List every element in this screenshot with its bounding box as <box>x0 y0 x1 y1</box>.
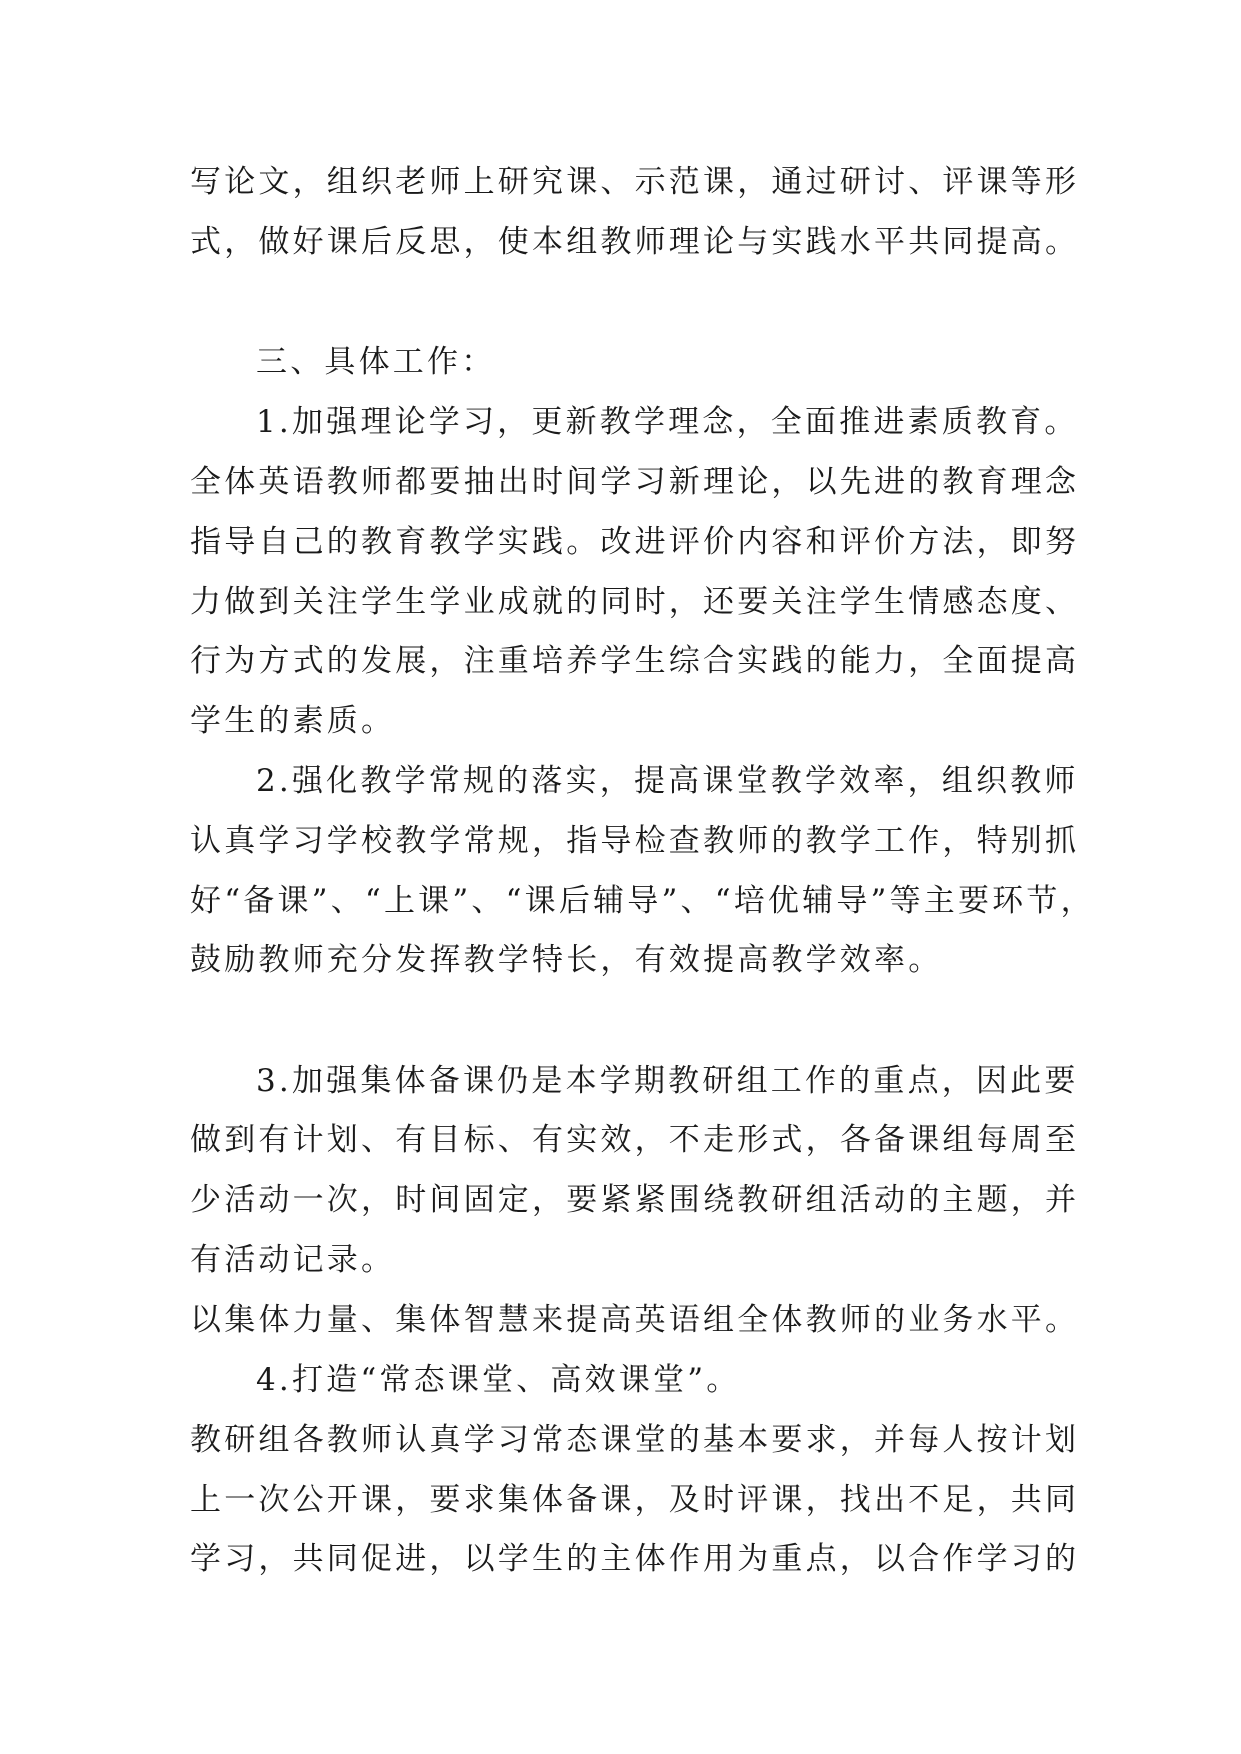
list-item-heading: 2.强化教学常规的落实，提高课堂教学效率，组织教师 <box>256 763 1079 799</box>
body-text-line: 好“备课”、“上课”、“课后辅导”、“培优辅导”等主要环节， <box>190 883 1095 919</box>
body-text-line: 写论文，组织老师上研究课、示范课，通过研讨、评课等形 <box>190 164 1080 200</box>
list-item-heading: 1.加强理论学习，更新教学理念，全面推进素质教育。 <box>256 404 1079 440</box>
body-text-line: 以集体力量、集体智慧来提高英语组全体教师的业务水平。 <box>190 1302 1080 1338</box>
body-text-line: 鼓励教师充分发挥教学特长，有效提高教学效率。 <box>190 942 943 978</box>
body-text-line: 有活动记录。 <box>190 1242 396 1278</box>
body-text-line: 学生的素质。 <box>190 703 396 739</box>
body-text-line: 行为方式的发展，注重培养学生综合实践的能力，全面提高 <box>190 643 1080 679</box>
list-item-heading: 4.打造“常态课堂、高效课堂”。 <box>256 1362 741 1398</box>
body-text-line: 少活动一次，时间固定，要紧紧围绕教研组活动的主题，并 <box>190 1182 1080 1218</box>
list-item-heading: 3.加强集体备课仍是本学期教研组工作的重点，因此要 <box>256 1063 1079 1099</box>
body-text-line: 认真学习学校教学常规，指导检查教师的教学工作，特别抓 <box>190 823 1080 859</box>
section-heading: 三、具体工作： <box>256 344 496 380</box>
body-text-line: 式，做好课后反思，使本组教师理论与实践水平共同提高。 <box>190 224 1080 260</box>
body-text-line: 做到有计划、有目标、有实效，不走形式，各备课组每周至 <box>190 1122 1080 1158</box>
body-text-line: 力做到关注学生学业成就的同时，还要关注学生情感态度、 <box>190 584 1080 620</box>
body-text-line: 学习，共同促进，以学生的主体作用为重点，以合作学习的 <box>190 1541 1080 1577</box>
body-text-line: 教研组各教师认真学习常态课堂的基本要求，并每人按计划 <box>190 1422 1080 1458</box>
body-text-line: 上一次公开课，要求集体备课，及时评课，找出不足，共同 <box>190 1482 1080 1518</box>
body-text-line: 指导自己的教育教学实践。改进评价内容和评价方法，即努 <box>190 524 1080 560</box>
body-text-line: 全体英语教师都要抽出时间学习新理论，以先进的教育理念 <box>190 464 1080 500</box>
